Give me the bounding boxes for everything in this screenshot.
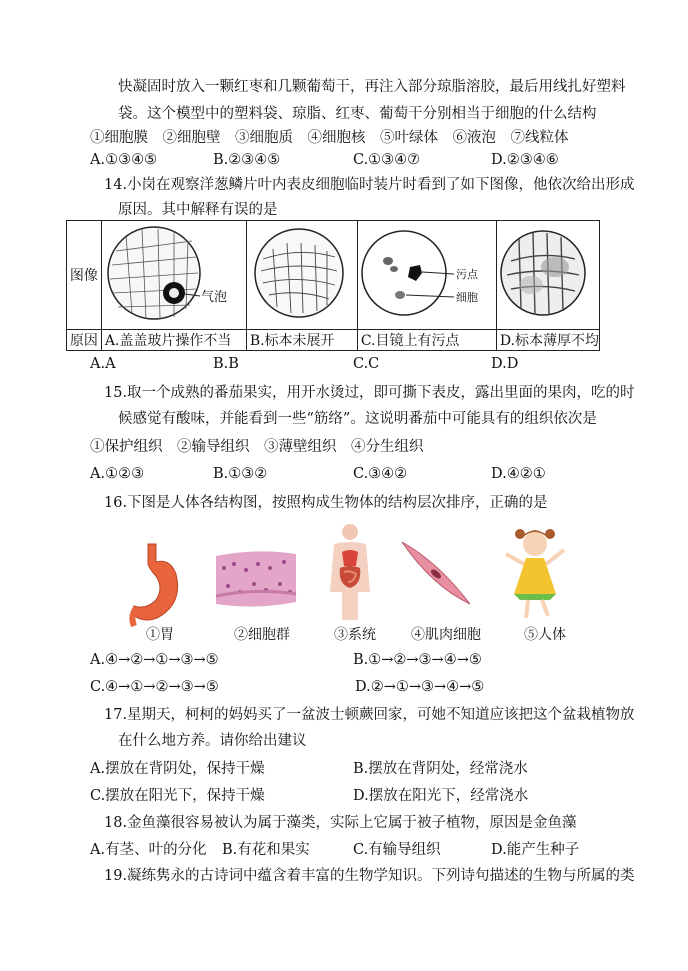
q18-line1: 18.金鱼藻很容易被认为属于藻类，实际上它属于被子植物，原因是金鱼藻 — [104, 815, 577, 831]
stomach-icon — [126, 540, 186, 630]
row-label-reason: 原因 — [67, 330, 102, 351]
q17-line1: 17.星期天，柯柯的妈妈买了一盆波士顿蕨回家，可她不知道应该把这个盆栽植物放 — [104, 707, 635, 723]
q16-figures — [0, 520, 688, 630]
q18-option-d[interactable]: D.能产生种子 — [491, 842, 580, 858]
q18-option-a[interactable]: A.有茎、叶的分化 — [90, 842, 207, 858]
reason-b: B.标本未展开 — [246, 330, 357, 351]
q16-option-d[interactable]: D.②→①→③→④→⑤ — [355, 679, 485, 695]
caption-muscle-cell: ④肌肉细胞 — [411, 627, 481, 643]
q17-option-c[interactable]: C.摆放在阳光下，保持干燥 — [90, 788, 265, 804]
q14-option-b[interactable]: B.B — [213, 356, 239, 372]
muscle-cell-icon — [398, 538, 474, 608]
cell-group-icon — [214, 548, 298, 610]
image-b — [246, 221, 357, 330]
q17-option-a[interactable]: A.摆放在背阴处，保持干燥 — [90, 761, 265, 777]
image-d — [496, 221, 599, 330]
image-c — [357, 221, 496, 330]
q15-option-d[interactable]: D.④②① — [491, 466, 546, 482]
caption-human: ⑤人体 — [524, 627, 566, 643]
q16-option-c[interactable]: C.④→①→②→③→⑤ — [90, 679, 219, 695]
q13-option-b[interactable]: B.②③④⑤ — [213, 152, 281, 168]
stain-label: 污点 — [455, 268, 478, 281]
q15-line2: 候感觉有酸味，并能看到一些“筋络”。这说明番茄中可能具有的组织依次是 — [118, 411, 597, 427]
reason-a: A.盖盖玻片操作不当 — [101, 330, 246, 351]
q19-line1: 19.凝练隽永的古诗词中蕴含着丰富的生物学知识。下列诗句描述的生物与所属的类 — [104, 868, 635, 884]
q15-line1: 15.取一个成熟的番茄果实，用开水烫过，即可撕下表皮，露出里面的果肉，吃的时 — [104, 385, 635, 401]
caption-system: ③系统 — [334, 627, 376, 643]
folded-tissue-icon — [247, 221, 357, 325]
q13-items: ①细胞膜 ②细胞壁 ③细胞质 ④细胞核 ⑤叶绿体 ⑥液泡 ⑦线粒体 — [90, 130, 569, 146]
q16-line1: 16.下图是人体各结构图，按照构成生物体的结构层次排序，正确的是 — [104, 495, 548, 511]
q16-option-a[interactable]: A.④→②→①→③→⑤ — [90, 652, 219, 668]
uneven-tissue-icon — [497, 221, 591, 325]
q13-option-d[interactable]: D.②③④⑥ — [491, 152, 559, 168]
q15-option-a[interactable]: A.①②③ — [90, 466, 145, 482]
q18-option-b[interactable]: B.有花和果实 — [222, 842, 310, 858]
cell-label: 细胞 — [455, 291, 478, 304]
q15-option-c[interactable]: C.③④② — [353, 466, 408, 482]
q14-option-c[interactable]: C.C — [353, 356, 380, 372]
image-a — [101, 221, 246, 330]
row-label-image: 图像 — [67, 221, 102, 330]
q13-line2: 袋。这个模型中的塑料袋、琼脂、红枣、葡萄干分别相当于细胞的什么结构 — [118, 106, 597, 122]
q14-option-a[interactable]: A.A — [90, 356, 116, 372]
q17-option-d[interactable]: D.摆放在阳光下，经常浇水 — [353, 788, 529, 804]
q17-line2: 在什么地方养。请你给出建议 — [118, 733, 307, 749]
q18-option-c[interactable]: C.有输导组织 — [353, 842, 441, 858]
reason-d: D.标本薄厚不均 — [496, 330, 599, 351]
caption-cell-group: ②细胞群 — [234, 627, 290, 643]
q14-option-d[interactable]: D.D — [491, 356, 519, 372]
q15-option-b[interactable]: B.①③② — [213, 466, 268, 482]
q15-items: ①保护组织 ②输导组织 ③薄壁组织 ④分生组织 — [90, 439, 424, 455]
bubble-label: 气泡 — [200, 290, 227, 305]
bubble-cells-icon — [102, 221, 246, 325]
q17-option-b[interactable]: B.摆放在背阴处，经常浇水 — [353, 761, 528, 777]
q13-line1: 快凝固时放入一颗红枣和几颗葡萄干，再注入部分琼脂溶胶，最后用线扎好塑料 — [118, 79, 626, 95]
q13-option-a[interactable]: A.①③④⑤ — [90, 152, 158, 168]
q14-table — [66, 220, 600, 351]
caption-stomach: ①胃 — [146, 627, 174, 643]
q16-option-b[interactable]: B.①→②→③→④→⑤ — [353, 652, 482, 668]
q13-option-c[interactable]: C.①③④⑦ — [353, 152, 421, 168]
q14-line1: 14.小岗在观察洋葱鳞片叶内表皮细胞临时装片时看到了如下图像，他依次给出形成 — [104, 177, 635, 193]
human-system-icon — [322, 522, 378, 622]
stain-spot-icon — [358, 221, 496, 325]
reason-c: C.目镜上有污点 — [357, 330, 496, 351]
q14-line2: 原因。其中解释有误的是 — [118, 202, 278, 218]
girl-icon — [502, 524, 568, 624]
